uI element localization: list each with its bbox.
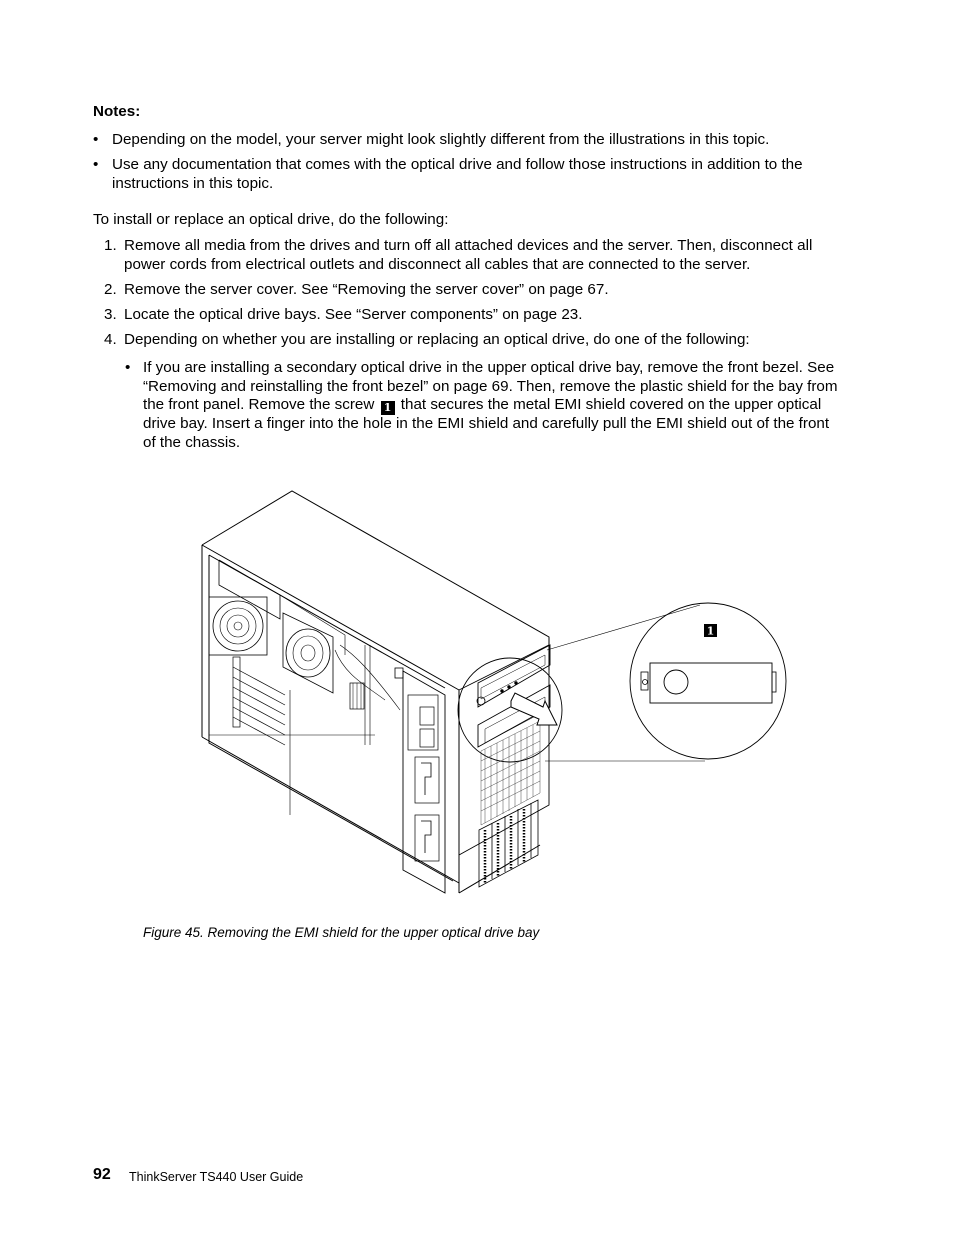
step-number: 1. xyxy=(104,237,117,254)
footer-doc-title: ThinkServer TS440 User Guide xyxy=(129,1170,304,1184)
substep-text-after: that secures the metal EMI shield covered on the upper optical drive bay. Insert a finger into the hole in the EMI shield and carefully pull the EMI shield out of the front of the chassis. xyxy=(143,396,830,451)
note-item: Depending on the model, your server might look slightly different from the illustrations in this topic. xyxy=(112,131,770,148)
bullet-marker: • xyxy=(125,359,131,376)
notes-heading: Notes: xyxy=(93,103,141,120)
bullet-marker: • xyxy=(93,131,99,148)
substep-text-before: If you are installing a secondary optical drive in the upper optical drive bay, remove the front bezel. See “Removing and reinstalling the front bezel” on page 69. Then, remove the plastic shield for the bay from the front panel. Remove the screw xyxy=(143,359,838,414)
zoom-callout-label: 1 xyxy=(706,624,715,638)
substep-text xyxy=(143,359,843,452)
step-number: 3. xyxy=(104,306,117,323)
front-face xyxy=(459,645,549,855)
zoom-hole xyxy=(664,670,688,694)
intro-text: To install or replace an optical drive, do the following: xyxy=(93,211,449,228)
bullet-marker: • xyxy=(93,156,99,173)
zoom-emi-shield xyxy=(650,663,772,703)
step-text: Remove the server cover. See “Removing the server cover” on page 67. xyxy=(124,281,609,298)
step-text: Depending on whether you are installing or replacing an optical drive, do one of the following: xyxy=(124,331,750,348)
step-number: 4. xyxy=(104,331,117,348)
zoom-screw xyxy=(643,680,648,685)
hdd-bays xyxy=(479,800,538,887)
expansion-slots xyxy=(233,657,285,745)
step-text: Locate the optical drive bays. See “Server components” on page 23. xyxy=(124,306,583,323)
step-number: 2. xyxy=(104,281,117,298)
step-text: Remove all media from the drives and turn off all attached devices and the server. Then, disconnect all power cords from electrical outlets and disconnect all cables that are connected to the server. xyxy=(124,237,813,273)
figure-caption: Figure 45. Removing the EMI shield for the upper optical drive bay xyxy=(143,925,540,940)
fan-center xyxy=(283,613,333,693)
fan-left xyxy=(209,597,267,655)
page-number: 92 xyxy=(93,1166,111,1183)
note-item: Use any documentation that comes with the optical drive and follow those instructions in addition to the instructions in this topic. xyxy=(112,156,803,192)
server-illustration xyxy=(195,485,795,905)
callout-marker: 1 xyxy=(381,401,395,415)
